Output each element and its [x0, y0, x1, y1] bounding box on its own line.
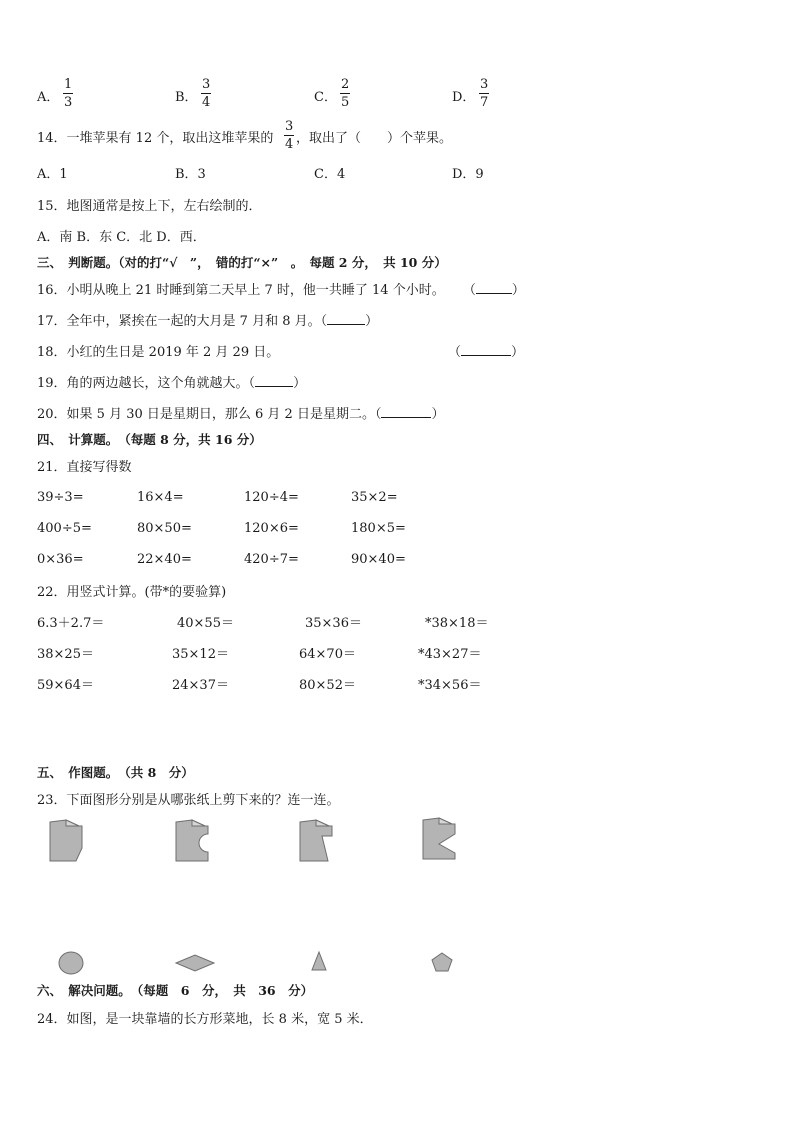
- q22-title: 22．用竖式计算。(带*的要验算): [37, 585, 227, 600]
- fraction-denominator: 3: [64, 95, 73, 110]
- fraction-numerator: 3: [202, 77, 211, 92]
- q21-item: 16×4=: [137, 490, 184, 505]
- question-19: [37, 377, 306, 390]
- section-5-heading: 五、 作图题。 （共 8 分）: [37, 765, 194, 780]
- rhombus-piece[interactable]: [175, 953, 215, 973]
- q22-item: *38×18＝: [425, 616, 489, 631]
- q21-item: 80×50=: [137, 521, 192, 536]
- question-20: [37, 408, 445, 421]
- q22-item: 35×12＝: [172, 647, 229, 662]
- q14-text-before: 14．一堆苹果有 12 个，取出这堆苹果的: [37, 131, 274, 146]
- q16-open-paren: （: [462, 283, 476, 298]
- q22-item: 24×37＝: [172, 678, 229, 693]
- q19-close-paren: ）: [293, 376, 307, 391]
- section-4-heading: 四、 计算题。 （每题 8 分，共 16 分）: [37, 432, 262, 447]
- q14-option-b: B．3: [175, 167, 206, 182]
- q22-item: *34×56＝: [418, 678, 482, 693]
- triangle-piece[interactable]: [309, 950, 329, 972]
- q21-item: 22×40=: [137, 552, 192, 567]
- q20-close-paren: ）: [431, 407, 445, 422]
- q19-answer-blank[interactable]: [255, 386, 293, 387]
- section-6-heading: 六、 解决问题。 （每题 6 分， 共 36 分）: [37, 983, 314, 998]
- q18-close-paren: ）: [511, 345, 525, 360]
- q16-text: 16．小明从晚上 21 时睡到第二天早上 7 时，他一共睡了 14 个小时。: [37, 283, 445, 298]
- q22-item: 35×36＝: [305, 616, 362, 631]
- q21-item: 180×5=: [351, 521, 406, 536]
- q13-option-d-fraction: [479, 78, 489, 109]
- q21-item: 0×36=: [37, 552, 84, 567]
- q18-open-paren: （: [448, 345, 462, 360]
- circle-piece[interactable]: [58, 950, 86, 976]
- q21-item: 420÷7=: [244, 552, 299, 567]
- q13-option-c-label: C．: [314, 90, 337, 105]
- fraction-denominator: 4: [202, 95, 211, 110]
- q23-title: 23．下面图形分别是从哪张纸上剪下来的？连一连。: [37, 793, 340, 808]
- q13-option-b-fraction: [201, 78, 211, 109]
- q15-options: A．南 B．东 C．北 D．西．: [37, 230, 206, 245]
- fraction-numerator: 1: [64, 77, 73, 92]
- q16-close-paren: ）: [511, 283, 525, 298]
- q22-item: 6.3＋2.7＝: [37, 616, 105, 631]
- q21-item: 90×40=: [351, 552, 406, 567]
- q15-text: 15．地图通常是按上下，左右绘制的．: [37, 199, 262, 214]
- fraction-denominator: 7: [480, 95, 489, 110]
- fraction-numerator: 3: [285, 119, 294, 134]
- q24-text: 24．如图，是一块靠墙的长方形菜地，长 8 米，宽 5 米．: [37, 1012, 373, 1027]
- section-3-heading: 三、 判断题。（对的打“√ ”， 错的打“×” 。 每题 2 分， 共 10 分）: [37, 255, 447, 270]
- q17-answer-blank[interactable]: [327, 324, 365, 325]
- q13-option-a-label: A．: [37, 90, 60, 105]
- q22-item: 80×52＝: [299, 678, 356, 693]
- fraction-denominator: 4: [285, 137, 294, 152]
- q21-item: 400÷5=: [37, 521, 92, 536]
- question-16: [37, 284, 525, 297]
- q21-item: 35×2=: [351, 490, 398, 505]
- q14-fraction: [284, 120, 294, 151]
- paper-cut-shape-1[interactable]: [48, 818, 84, 864]
- q18-answer-blank[interactable]: [461, 355, 511, 356]
- q21-item: 39÷3=: [37, 490, 84, 505]
- q18-text: 18．小红的生日是 2019 年 2 月 29 日。: [37, 345, 280, 360]
- q21-title: 21．直接写得数: [37, 460, 132, 475]
- q13-option-d-label: D．: [452, 90, 476, 105]
- q17-close-paren: ）: [365, 314, 379, 329]
- q20-text: 20．如果 5 月 30 日是星期日，那么 6 月 2 日是星期二。: [37, 407, 375, 422]
- paper-cut-shape-4[interactable]: [421, 816, 457, 862]
- paper-cut-shape-2[interactable]: [174, 818, 210, 864]
- q22-item: 59×64＝: [37, 678, 94, 693]
- q13-option-c-fraction: [340, 78, 350, 109]
- paper-cut-shape-3[interactable]: [298, 818, 334, 864]
- q22-item: 64×70＝: [299, 647, 356, 662]
- fraction-numerator: 3: [480, 77, 489, 92]
- q14-option-c: C．4: [314, 167, 346, 182]
- question-17: [37, 315, 378, 328]
- q14-text-after: ，取出了（ ）个苹果。: [296, 131, 453, 146]
- q19-open-paren: （: [248, 376, 256, 391]
- q20-open-paren: （: [374, 407, 382, 422]
- q17-open-paren: （: [320, 314, 328, 329]
- q22-item: 38×25＝: [37, 647, 94, 662]
- q22-item: *43×27＝: [418, 647, 482, 662]
- q21-item: 120÷4=: [244, 490, 299, 505]
- fraction-denominator: 5: [341, 95, 350, 110]
- q20-answer-blank[interactable]: [381, 417, 431, 418]
- fraction-numerator: 2: [341, 77, 350, 92]
- q13-option-b-label: B．: [175, 90, 198, 105]
- q16-answer-blank[interactable]: [476, 293, 512, 294]
- q21-item: 120×6=: [244, 521, 299, 536]
- pentagon-piece[interactable]: [430, 951, 454, 973]
- q19-text: 19．角的两边越长，这个角就越大。: [37, 376, 249, 391]
- q14-option-d: D．9: [452, 167, 484, 182]
- q18-paren: [448, 346, 524, 359]
- q13-option-a-fraction: [63, 78, 73, 109]
- q22-item: 40×55＝: [177, 616, 234, 631]
- q17-text: 17．全年中，紧挨在一起的大月是 7 月和 8 月。: [37, 314, 321, 329]
- q14-option-a: A．1: [37, 167, 68, 182]
